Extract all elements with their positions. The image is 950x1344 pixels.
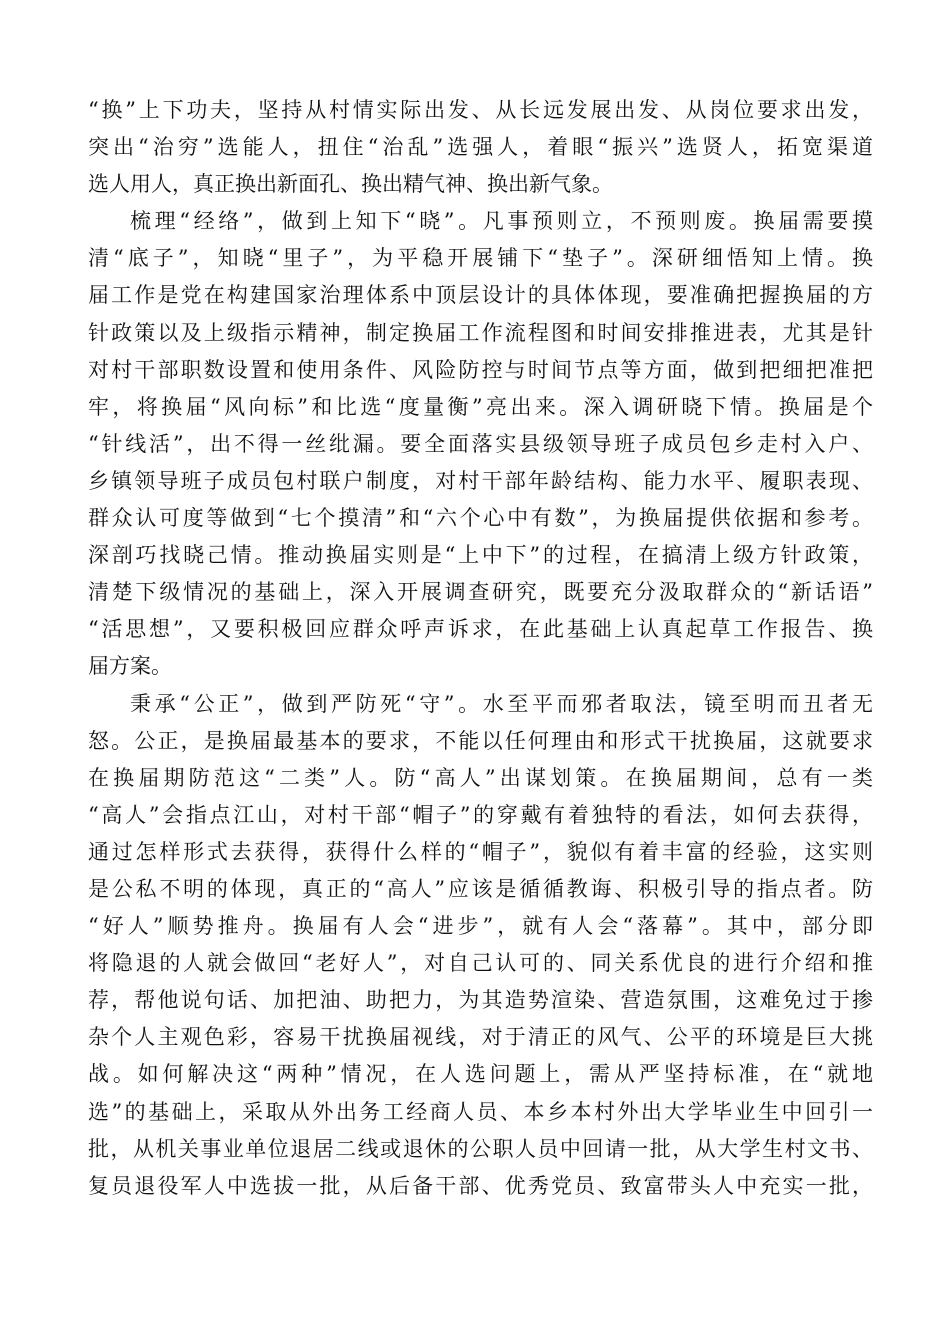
text-line: “高人”会指点江山，对村干部“帽子”的穿戴有着独特的看法，如何去获得， bbox=[88, 802, 873, 827]
text-line: 突出“治穷”选能人，扭住“治乱”选强人，着眼“振兴”选贤人，拓宽渠道 bbox=[88, 135, 873, 160]
text-line: 清“底子”，知晓“里子”，为平稳开展铺下“垫子”。深研细悟知上情。换 bbox=[88, 246, 873, 271]
text-line: 复员退役军人中选拔一批，从后备干部、优秀党员、致富带头人中充实一批， bbox=[88, 1173, 873, 1198]
text-line: 选”的基础上，采取从外出务工经商人员、本乡本村外出大学毕业生中回引一 bbox=[88, 1099, 873, 1124]
text-line: 梳理“经络”，做到上知下“晓”。凡事预则立，不预则废。换届需要摸 bbox=[130, 209, 873, 234]
text-line: 荐，帮他说句话、加把油、助把力，为其造势渲染、营造氛围，这难免过于掺 bbox=[88, 988, 873, 1013]
text-line: “好人”顺势推舟。换届有人会“进步”，就有人会“落幕”。其中，部分即 bbox=[88, 914, 873, 939]
text-line: 清楚下级情况的基础上，深入开展调查研究，既要充分汲取群众的“新话语” bbox=[88, 580, 873, 605]
text-line: 深剖巧找晓己情。推动换届实则是“上中下”的过程，在搞清上级方针政策， bbox=[88, 543, 873, 568]
text-line: 选人用人，真正换出新面孔、换出精气神、换出新气象。 bbox=[88, 172, 613, 197]
text-line: 批，从机关事业单位退居二线或退休的公职人员中回请一批，从大学生村文书、 bbox=[88, 1136, 873, 1161]
text-line: 秉承“公正”，做到严防死“守”。水至平而邪者取法，镜至明而丑者无 bbox=[130, 691, 873, 716]
text-line: 对村干部职数设置和使用条件、风险防控与时间节点等方面，做到把细把准把 bbox=[88, 357, 873, 382]
text-line: 届工作是党在构建国家治理体系中顶层设计的具体体现，要准确把握换届的方 bbox=[88, 283, 873, 308]
paragraph-p3 bbox=[88, 686, 873, 1205]
text-line: “换”上下功夫，坚持从村情实际出发、从长远发展出发、从岗位要求出发， bbox=[88, 98, 873, 122]
text-line: “活思想”，又要积极回应群众呼声诉求，在此基础上认真起草工作报告、换 bbox=[88, 617, 873, 642]
document-page bbox=[88, 92, 873, 1205]
text-line: 群众认可度等做到“七个摸清”和“六个心中有数”，为换届提供依据和参考。 bbox=[88, 506, 873, 531]
text-line: 是公私不明的体现，真正的“高人”应该是循循教诲、积极引导的指点者。防 bbox=[88, 876, 873, 901]
text-line: 乡镇领导班子成员包村联户制度，对村干部年龄结构、能力水平、履职表现、 bbox=[88, 468, 873, 493]
text-line: 在换届期防范这“二类”人。防“高人”出谋划策。在换届期间，总有一类 bbox=[88, 765, 873, 790]
text-line: 将隐退的人就会做回“老好人”，对自己认可的、同关系优良的进行介绍和推 bbox=[88, 951, 873, 976]
text-line: 届方案。 bbox=[88, 654, 172, 679]
text-line: 牢，将换届“风向标”和比选“度量衡”亮出来。深入调研晓下情。换届是个 bbox=[88, 394, 873, 419]
text-line: 杂个人主观色彩，容易干扰换届视线，对于清正的风气、公平的环境是巨大挑 bbox=[88, 1025, 873, 1050]
text-line: 怒。公正，是换届最基本的要求，不能以任何理由和形式干扰换届，这就要求 bbox=[88, 728, 873, 753]
paragraph-p1 bbox=[88, 92, 873, 203]
text-line: 战。如何解决这“两种”情况，在人选问题上，需从严坚持标准，在“就地 bbox=[88, 1062, 873, 1087]
text-line: “针线活”，出不得一丝纰漏。要全面落实县级领导班子成员包乡走村入户、 bbox=[88, 431, 873, 456]
text-line: 针政策以及上级指示精神，制定换届工作流程图和时间安排推进表，尤其是针 bbox=[88, 320, 873, 345]
text-line: 通过怎样形式去获得，获得什么样的“帽子”，貌似有着丰富的经验，这实则 bbox=[88, 839, 873, 864]
paragraph-p2 bbox=[88, 203, 873, 685]
